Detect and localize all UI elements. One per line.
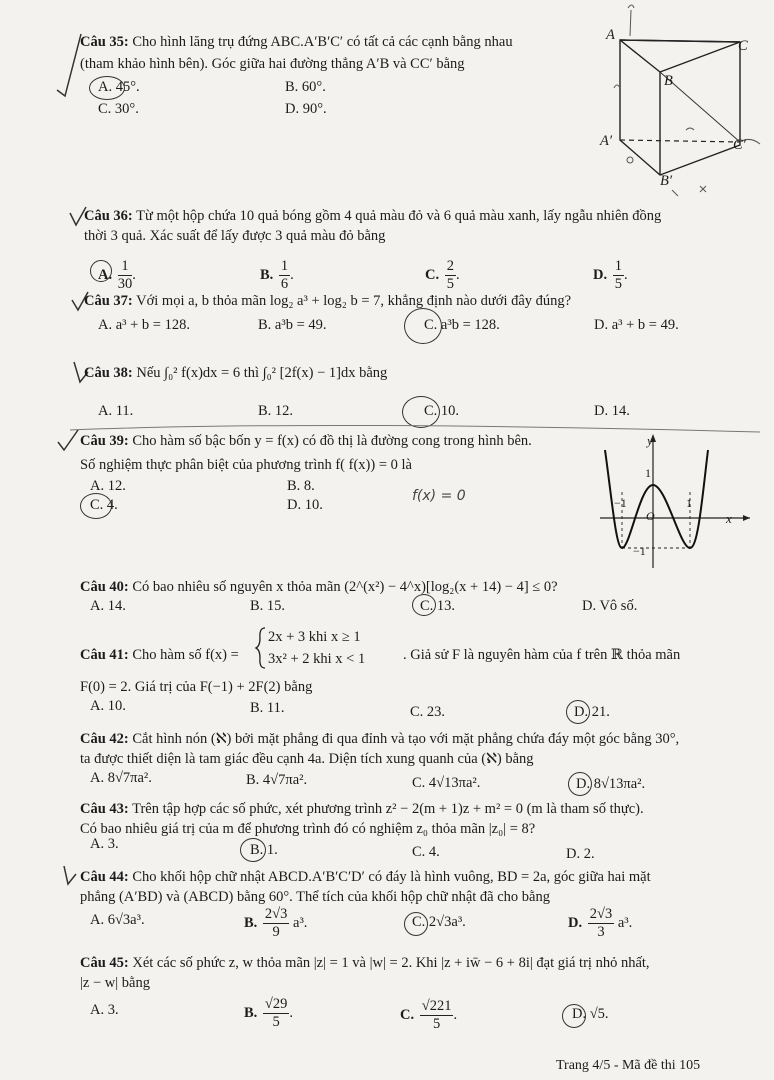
q43-line2: Có bao nhiêu giá trị của m để phương trình đó có nghiệm z₀ thỏa mãn |z₀| = 8? [80, 821, 536, 837]
q39-option-b[interactable]: B. 8. [287, 478, 315, 494]
q40-line1: Câu 40: Có bao nhiêu số nguyên x thỏa mãn (2^(x²) − 4^x)[log₂(x + 14) − 4] ≤ 0? [80, 579, 558, 595]
q37-option-b[interactable]: B. a³b = 49. [258, 317, 327, 333]
prism-label-c-prime: C′ [733, 137, 746, 153]
q38-option-b[interactable]: B. 12. [258, 403, 294, 419]
q43-line1: Câu 43: Trên tập hợp các số phức, xét phương trình z² − 2(m + 1)z + m² = 0 (m là tham số thực). [80, 801, 644, 817]
q45-c-den: 5 [432, 1016, 441, 1032]
checkmark-icon [55, 30, 85, 100]
q44-d-den: 3 [597, 924, 605, 940]
q41-case1: 2x + 3 khi x ≥ 1 [268, 629, 361, 645]
q39-line2: Số nghiệm thực phân biệt của phương trình f( f(x)) = 0 là [80, 457, 412, 473]
q45-option-c[interactable]: C. $\frac{√221}{5}$ . [400, 998, 458, 1032]
q39-option-d[interactable]: D. 10. [287, 497, 323, 513]
q41-line1b: . Giả sử F là nguyên hàm của f trên ℝ thỏa mãn [403, 647, 681, 663]
q36-d-den: 5 [614, 276, 622, 292]
q45-option-a[interactable]: A. 3. [90, 1002, 119, 1018]
q37-answer-circle [404, 308, 442, 344]
q39-option-c[interactable]: C. 4. [90, 497, 118, 513]
q43-option-d[interactable]: D. 2. [566, 846, 595, 862]
graph-label-x: x [726, 511, 732, 526]
prism-label-c: C [738, 38, 748, 54]
q38-line1: Câu 38: Nếu ∫₀² f(x)dx = 6 thì ∫₀² [2f(x) − 1]dx bằng [84, 365, 388, 381]
q39-answer-circle [80, 493, 112, 519]
prism-label-b: B [664, 73, 673, 89]
q39-handwritten-note: f(x) = 0 [412, 488, 466, 504]
q36-b-den: 6 [280, 276, 289, 292]
q39-line1: Câu 39: Cho hàm số bậc bốn y = f(x) có đồ thị là đường cong trong hình bên. [80, 433, 532, 449]
q36-a-num: 1 [118, 258, 133, 276]
q40-option-c[interactable]: C. 13. [420, 598, 456, 614]
page-footer: Trang 4/5 - Mã đề thi 105 [556, 1058, 701, 1073]
q42-answer-circle [568, 772, 592, 796]
q44-line1: Câu 44: Cho khối hộp chữ nhật ABCD.A′B′C′D′ có đáy là hình vuông, BD = 2a, góc giữa hai mặt [80, 869, 651, 885]
q38-option-a[interactable]: A. 11. [98, 403, 134, 419]
q36-c-num: 2 [446, 258, 454, 274]
q43-option-a[interactable]: A. 3. [90, 836, 119, 852]
q43-option-c[interactable]: C. 4. [412, 844, 440, 860]
q45-c-num: √221 [421, 998, 452, 1014]
q35-option-d[interactable]: D. 90°. [285, 101, 327, 117]
q36-answer-circle [90, 260, 112, 282]
q44-option-b[interactable]: B. $\frac{2√3}{9}$ a³. [244, 906, 308, 940]
q36-line1: Câu 36: Từ một hộp chứa 10 quả bóng gồm 4 quả màu đỏ và 6 quả màu xanh, lấy ngẫu nhiên đồng [84, 208, 662, 224]
q35-line2: (tham khảo hình bên). Góc giữa hai đường thẳng A′B và CC′ bằng [80, 56, 465, 72]
q45-line1: Câu 45: Xét các số phức z, w thỏa mãn |z| = 1 và |w| = 2. Khi |z + iw̄ − 6 + 8i| đạt giá trị nhỏ nhất, [80, 955, 650, 971]
graph-label-x-minus-one: −1 [614, 496, 627, 510]
q35-line1: Câu 35: Cho hình lăng trụ đứng ABC.A′B′C′ có tất cả các cạnh bằng nhau [80, 34, 513, 50]
q44-b-den: 9 [272, 924, 280, 940]
q39-option-a[interactable]: A. 12. [90, 478, 126, 494]
q36-option-d[interactable]: D. $\frac{1}{5}$ . [593, 258, 628, 292]
q41-option-b[interactable]: B. 11. [250, 700, 285, 716]
q35-option-b[interactable]: B. 60°. [285, 79, 326, 95]
q44-d-num: 2√3 [589, 906, 613, 922]
q41-line2: F(0) = 2. Giá trị của F(−1) + 2F(2) bằng [80, 679, 313, 695]
q45-answer-circle [562, 1004, 586, 1028]
q37-option-a[interactable]: A. a³ + b = 128. [98, 317, 190, 333]
q38-option-c[interactable]: C. 10. [424, 403, 460, 419]
q36-d-num: 1 [614, 258, 622, 274]
q42-line1: Câu 42: Cắt hình nón (ℵ) bởi mặt phẳng đi qua đỉnh và tạo với mặt phẳng chứa đáy một góc bằng 30°, [80, 731, 680, 747]
prism-figure [590, 0, 765, 200]
q41-option-c[interactable]: C. 23. [410, 704, 446, 720]
graph-label-y-minus-one: −1 [633, 544, 646, 558]
graph-label-x-one: 1 [686, 496, 692, 510]
prism-label-a-prime: A′ [600, 133, 613, 149]
q42-option-d[interactable]: D. 8√13πa². [576, 776, 646, 792]
q42-option-a[interactable]: A. 8√7πa². [90, 770, 152, 786]
q40-option-a[interactable]: A. 14. [90, 598, 126, 614]
q36-c-den: 5 [446, 276, 454, 292]
prism-label-b-prime: B′ [660, 173, 673, 189]
q44-option-c[interactable]: C. 2√3a³. [412, 914, 466, 930]
q36-b-num: 1 [280, 258, 289, 274]
q44-b-suffix: a³. [293, 914, 308, 931]
q45-b-num: √29 [264, 996, 288, 1012]
q42-option-b[interactable]: B. 4√7πa². [246, 772, 308, 788]
q36-option-b[interactable]: B. $\frac{1}{6}$ . [260, 258, 294, 292]
q43-answer-circle [240, 838, 266, 862]
graph-label-origin: O [646, 509, 655, 523]
q43-option-b[interactable]: B. 1. [250, 842, 278, 858]
q42-option-c[interactable]: C. 4√13πa². [412, 775, 481, 791]
checkmark-icon [62, 864, 78, 886]
q37-line1: Câu 37: Với mọi a, b thỏa mãn log₂ a³ + log₂ b = 7, khẳng định nào dưới đây đúng? [84, 293, 572, 309]
q45-option-d[interactable]: D. √5. [572, 1006, 609, 1022]
q44-b-num: 2√3 [264, 906, 288, 922]
q45-option-b[interactable]: B. $\frac{√29}{5}$ . [244, 996, 294, 1030]
q44-line2: phẳng (A′BD) và (ABCD) bằng 60°. Thể tích của khối hộp chữ nhật đã cho bằng [80, 889, 550, 905]
q36-a-den: 30 [117, 276, 133, 292]
q44-option-d[interactable]: D. $\frac{2√3}{3}$ a³. [568, 906, 633, 940]
q38-option-d[interactable]: D. 14. [594, 403, 630, 419]
q44-d-suffix: a³. [617, 914, 633, 931]
q41-case2: 3x² + 2 khi x < 1 [268, 651, 366, 667]
q35-answer-circle [89, 76, 125, 100]
q36-option-a[interactable]: A. $\frac{1}{30}$ . [98, 258, 136, 292]
q42-line2: ta được thiết diện là tam giác đều cạnh 4a. Diện tích xung quanh của (ℵ) bằng [80, 751, 534, 767]
q41-line1a: Câu 41: Cho hàm số f(x) = [80, 647, 239, 663]
q40-answer-circle [412, 594, 436, 616]
q40-option-b[interactable]: B. 15. [250, 598, 286, 614]
q45-line2: |z − w| bằng [80, 975, 150, 991]
q35-option-a[interactable]: A. 45°. [98, 79, 140, 95]
graph-label-y-one: 1 [645, 466, 651, 480]
q41-option-d[interactable]: D. 21. [574, 704, 610, 720]
prism-label-a: A [606, 27, 615, 43]
checkmark-icon [56, 428, 82, 452]
q41-answer-circle [566, 700, 590, 724]
q41-brace [256, 626, 266, 670]
q45-b-den: 5 [272, 1014, 280, 1030]
q37-option-d[interactable]: D. a³ + b = 49. [594, 317, 679, 333]
q44-option-a[interactable]: A. 6√3a³. [90, 912, 145, 928]
q44-answer-circle [404, 912, 428, 936]
q41-option-a[interactable]: A. 10. [90, 698, 126, 714]
q35-option-c[interactable]: C. 30°. [98, 101, 139, 117]
q40-option-d[interactable]: D. Vô số. [582, 598, 638, 614]
graph-label-y: y [647, 433, 653, 448]
q36-option-c[interactable]: C. $\frac{2}{5}$ . [425, 258, 460, 292]
q36-line2: thời 3 quả. Xác suất để lấy được 3 quả màu đỏ bằng [84, 228, 386, 244]
q37-option-c[interactable]: C. a³b = 128. [424, 317, 500, 333]
